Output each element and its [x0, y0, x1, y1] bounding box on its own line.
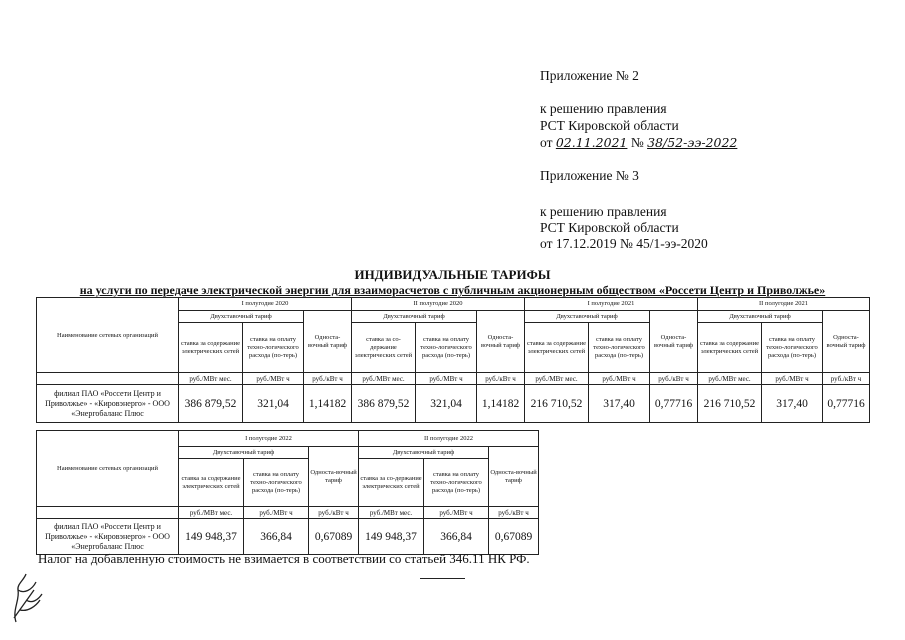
single-rate-header: Односта-вочный тариф	[477, 311, 525, 373]
unit-mwh: руб./МВт ч	[762, 373, 823, 385]
unit-kwh: руб./кВт ч	[309, 507, 359, 519]
value-cell: 366,84	[424, 519, 489, 555]
value-cell: 216 710,52	[525, 385, 589, 423]
tariff-table-2020-2021	[36, 297, 870, 423]
value-cell: 149 948,37	[359, 519, 424, 555]
number-sign: №	[630, 135, 644, 150]
period-header: II полугодие 2020	[352, 298, 525, 311]
period-header: II полугодие 2021	[698, 298, 870, 311]
tariff-table-2022	[36, 430, 539, 555]
unit-mw: руб./МВт мес.	[525, 373, 589, 385]
decision-old-line-2: РСТ Кировской области	[540, 220, 679, 235]
value-cell: 321,04	[416, 385, 477, 423]
single-rate-header: Односта-вочный тариф	[309, 447, 359, 507]
loss-rate-header: ставка на оплату техно-логического расхода (по-терь)	[243, 323, 304, 373]
value-cell: 0,67089	[489, 519, 539, 555]
decision-line-1: к решению правления	[540, 101, 667, 116]
value-cell: 386 879,52	[352, 385, 416, 423]
two-part-tariff-header: Двухставочный тариф	[179, 311, 304, 323]
two-part-tariff-header: Двухставочный тариф	[698, 311, 823, 323]
single-rate-header: Односта-вочный тариф	[650, 311, 698, 373]
value-cell: 366,84	[244, 519, 309, 555]
loss-rate-header: ставка на оплату техно-логического расхода (по-терь)	[589, 323, 650, 373]
decision-old-line-3: от 17.12.2019 № 45/1-ээ-2020	[540, 236, 708, 251]
unit-mw: руб./МВт мес.	[179, 507, 244, 519]
loss-rate-header: ставка на оплату техно-логического расхода (по-терь)	[424, 459, 489, 507]
decision-old-line-1: к решению правления	[540, 204, 667, 219]
separator-line	[420, 578, 465, 579]
unit-kwh: руб./кВт ч	[477, 373, 525, 385]
unit-kwh: руб./кВт ч	[489, 507, 539, 519]
single-rate-header: Односта-вочный тариф	[489, 447, 539, 507]
value-cell: 1,14182	[304, 385, 352, 423]
period-header: I полугодие 2021	[525, 298, 698, 311]
document-title: ИНДИВИДУАЛЬНЫЕ ТАРИФЫ	[354, 267, 551, 282]
two-part-tariff-header: Двухставочный тариф	[179, 447, 309, 459]
maintenance-rate-header: ставка за содержание электрических сетей	[179, 323, 243, 373]
value-cell: 1,14182	[477, 385, 525, 423]
decision-line-2: РСТ Кировской области	[540, 118, 679, 133]
unit-kwh: руб./кВт ч	[304, 373, 352, 385]
appendix-3-title: Приложение № 3	[540, 168, 639, 183]
value-cell: 0,67089	[309, 519, 359, 555]
two-part-tariff-header: Двухставочный тариф	[525, 311, 650, 323]
handwritten-number: 38/52-ээ-2022	[647, 135, 738, 150]
value-cell: 321,04	[243, 385, 304, 423]
header-org-name: Наименование сетевых организаций	[37, 431, 179, 507]
value-cell: 317,40	[589, 385, 650, 423]
single-rate-header: Односта-вочный тариф	[823, 311, 870, 373]
decision-prefix: от	[540, 135, 553, 150]
single-rate-header: Односта-вочный тариф	[304, 311, 352, 373]
value-cell: 386 879,52	[179, 385, 243, 423]
decision-line-3	[540, 135, 737, 151]
value-cell: 216 710,52	[698, 385, 762, 423]
unit-mwh: руб./МВт ч	[416, 373, 477, 385]
period-header: I полугодие 2020	[179, 298, 352, 311]
maintenance-rate-header: ставка за со-держание электрических сетей	[352, 323, 416, 373]
signature-mark	[6, 560, 56, 630]
unit-mwh: руб./МВт ч	[244, 507, 309, 519]
empty-cell	[37, 373, 179, 385]
maintenance-rate-header: ставка за со-держание электрических сетей	[359, 459, 424, 507]
value-cell: 149 948,37	[179, 519, 244, 555]
header-org-name: Наименование сетевых организаций	[37, 298, 179, 373]
period-header: I полугодие 2022	[179, 431, 359, 447]
loss-rate-header: ставка на оплату техно-логического расхода (по-терь)	[244, 459, 309, 507]
maintenance-rate-header: ставка за содержание электрических сетей	[179, 459, 244, 507]
empty-cell	[37, 507, 179, 519]
unit-mw: руб./МВт мес.	[698, 373, 762, 385]
two-part-tariff-header: Двухставочный тариф	[359, 447, 489, 459]
two-part-tariff-header: Двухставочный тариф	[352, 311, 477, 323]
unit-mw: руб./МВт мес.	[179, 373, 243, 385]
value-cell: 0,77716	[823, 385, 870, 423]
maintenance-rate-header: ставка за содержание электрических сетей	[525, 323, 589, 373]
period-header: II полугодие 2022	[359, 431, 539, 447]
unit-mwh: руб./МВт ч	[589, 373, 650, 385]
loss-rate-header: ставка на оплату техно-логического расхода (по-терь)	[416, 323, 477, 373]
handwritten-date: 02.11.2021	[555, 135, 628, 150]
org-name-cell: филиал ПАО «Россети Центр и Приволжье» - «Кировэнерго» - ООО «Энергобаланс Плюс	[37, 385, 179, 423]
unit-mwh: руб./МВт ч	[424, 507, 489, 519]
value-cell: 0,77716	[650, 385, 698, 423]
maintenance-rate-header: ставка за содержание электрических сетей	[698, 323, 762, 373]
unit-mw: руб./МВт мес.	[352, 373, 416, 385]
vat-note: Налог на добавленную стоимость не взимается в соответствии со статьей 346.11 НК РФ.	[38, 551, 530, 566]
appendix-2-title: Приложение № 2	[540, 68, 639, 83]
value-cell: 317,40	[762, 385, 823, 423]
unit-mwh: руб./МВт ч	[243, 373, 304, 385]
loss-rate-header: ставка на оплату техно-логического расхода (по-терь)	[762, 323, 823, 373]
org-name-cell: филиал ПАО «Россети Центр и Приволжье» - «Кировэнерго» - ООО «Энергобаланс Плюс	[37, 519, 179, 555]
unit-mw: руб./МВт мес.	[359, 507, 424, 519]
unit-kwh: руб./кВт ч	[823, 373, 870, 385]
document-subtitle: на услуги по передаче электрической энергии для взаиморасчетов с публичным акционерным обществом «Россети Центр и Приволжье»	[79, 283, 826, 297]
unit-kwh: руб./кВт ч	[650, 373, 698, 385]
